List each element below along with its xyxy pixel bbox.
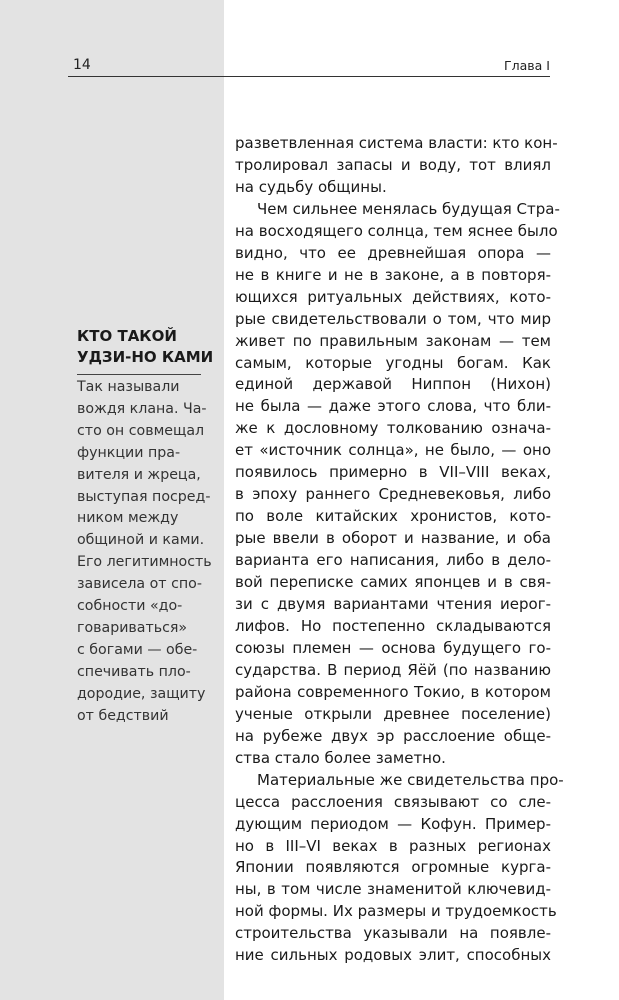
- body-line: строительства указывали на появле-: [235, 924, 551, 943]
- sidebar-text-line: сто он совмещал: [77, 422, 205, 439]
- body-line: рые ввели в оборот и название, и оба: [235, 529, 551, 548]
- body-line: но в III–VI веках в разных регионах: [235, 836, 551, 855]
- body-line: Чем сильнее менялась будущая Стра-: [257, 199, 560, 218]
- body-line: ние сильных родовых элит, способных: [235, 946, 551, 965]
- body-line: ной формы. Их размеры и трудоемкость: [235, 902, 557, 921]
- body-line: ет «источник солнца», не было, — оно: [235, 441, 551, 460]
- sidebar-text-line: ником между: [77, 510, 179, 527]
- chapter-label: Глава I: [504, 58, 550, 73]
- body-line: не была — даже этого слова, что бли-: [235, 397, 551, 416]
- body-line: лифов. Но постепенно складываются: [235, 616, 551, 635]
- sidebar-text-line: собности «до-: [77, 598, 183, 615]
- body-line: появилось примерно в VII–VIII веках,: [235, 463, 551, 482]
- sidebar-title-line: УДЗИ-НО КАМИ: [77, 348, 214, 366]
- body-line: Японии появляются огромные курга-: [235, 858, 551, 877]
- main-body-text: [235, 133, 564, 967]
- body-line: видно, что ее древнейшая опора —: [235, 243, 551, 262]
- body-line: дующим периодом — Кофун. Пример-: [235, 814, 551, 833]
- body-line: на восходящего солнца, тем яснее было: [235, 221, 558, 240]
- body-line: рые свидетельствовали о том, что мир: [235, 309, 551, 328]
- sidebar-text-line: зависела от спо-: [77, 576, 202, 593]
- body-line: цесса расслоения связывают со сле-: [235, 792, 551, 811]
- sidebar-text-line: выступая посред-: [77, 488, 211, 505]
- body-line: сударства. В период Яёй (по названию: [235, 660, 551, 679]
- body-line: ющихся ритуальных действиях, кото-: [235, 287, 551, 306]
- body-line: на судьбу общины.: [235, 177, 387, 196]
- sidebar-text-line: Так называли: [77, 379, 180, 395]
- sidebar-text-line: с богами — обе-: [77, 641, 198, 658]
- body-line: ученые открыли древнее поселение): [235, 704, 551, 723]
- sidebar-text-line: общиной и ками.: [77, 532, 205, 549]
- running-header: [68, 56, 550, 76]
- sidebar-title: [77, 326, 217, 368]
- body-line: живет по правильным законам — тем: [235, 331, 551, 350]
- sidebar-title-rule: [77, 374, 201, 375]
- sidebar-text-line: от бедствий: [77, 707, 169, 724]
- body-line: самым, которые угодны богам. Как: [235, 353, 551, 372]
- body-line: единой державой Ниппон (Нихон): [235, 375, 551, 394]
- body-line: по воле китайских хронистов, кото-: [235, 507, 551, 526]
- body-line: вой переписке самих японцев и в свя-: [235, 573, 551, 592]
- body-line: района современного Токио, в котором: [235, 682, 551, 701]
- header-rule: [68, 76, 550, 77]
- body-line: Материальные же свидетельства про-: [257, 770, 564, 789]
- body-line: союзы племен — основа будущего го-: [235, 638, 551, 657]
- body-line: варианта его написания, либо в дело-: [235, 551, 551, 570]
- sidebar-text-line: Его легитимность: [77, 554, 212, 571]
- body-line: ны, в том числе знаменитой ключевид-: [235, 880, 551, 899]
- body-line: тролировал запасы и воду, тот влиял: [235, 155, 551, 174]
- body-line: ства стало более заметно.: [235, 748, 446, 767]
- body-line: разветвленная система власти: кто кон-: [235, 134, 558, 152]
- body-line: не в книге и не в законе, а в повторя-: [235, 265, 551, 284]
- sidebar-text-line: спечивать пло-: [77, 663, 191, 680]
- body-line: в эпоху раннего Средневековья, либо: [235, 485, 551, 504]
- sidebar-text-line: говариваться»: [77, 619, 188, 636]
- body-line: на рубеже двух эр расслоение обще-: [235, 726, 551, 745]
- body-line: зи с двумя вариантами чтения иерог-: [235, 595, 551, 614]
- sidebar-title-line: КТО ТАКОЙ: [77, 327, 177, 345]
- body-line: же к дословному толкованию означа-: [235, 419, 551, 438]
- page-number: 14: [73, 57, 91, 73]
- sidebar-text-line: функции пра-: [77, 444, 181, 461]
- sidebar-text-line: вождя клана. Ча-: [77, 400, 207, 417]
- sidebar-definition: [77, 377, 217, 728]
- sidebar-text-line: дородие, защиту: [77, 685, 206, 702]
- sidebar-text-line: вителя и жреца,: [77, 466, 201, 483]
